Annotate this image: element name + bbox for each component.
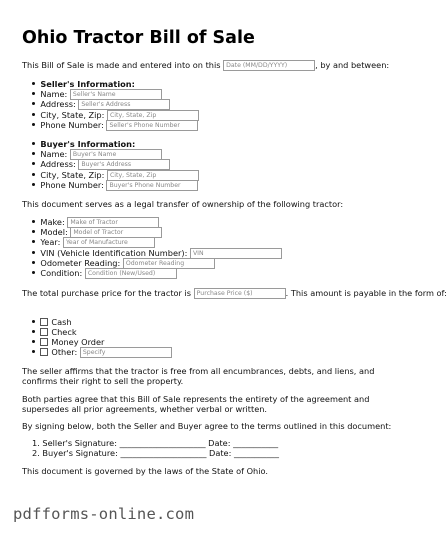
- bullet-icon: [32, 152, 35, 155]
- condition-field[interactable]: Condition (New/Used): [85, 268, 177, 279]
- bullet-icon: [32, 320, 35, 323]
- year-label: Year:: [40, 237, 61, 247]
- site-watermark: pdfforms-online.com: [13, 505, 195, 523]
- seller-phone-field[interactable]: Seller's Phone Number: [106, 120, 198, 131]
- odometer-label: Odometer Reading:: [40, 258, 121, 268]
- bullet-icon: [32, 240, 35, 243]
- bullet-icon: [32, 142, 35, 145]
- bullet-icon: [32, 162, 35, 165]
- bullet-icon: [32, 183, 35, 186]
- intro-line: [22, 60, 389, 71]
- seller-phone-item: [32, 120, 198, 131]
- bullet-icon: [32, 102, 35, 105]
- bullet-icon: [32, 330, 35, 333]
- bullet-icon: [32, 92, 35, 95]
- odometer-field[interactable]: Odometer Reading: [123, 258, 215, 269]
- bullet-icon: [32, 220, 35, 223]
- date-field[interactable]: Date (MM/DD/YYYY): [223, 60, 315, 71]
- seller-city-field[interactable]: City, State, Zip: [107, 110, 199, 121]
- seller-phone-label: Phone Number:: [40, 120, 104, 130]
- buyer-phone-label: Phone Number:: [40, 180, 104, 190]
- buyer-city-field[interactable]: City, State, Zip: [107, 170, 199, 181]
- buyer-phone-field[interactable]: Buyer's Phone Number: [106, 180, 198, 191]
- bullet-icon: [32, 230, 35, 233]
- check-checkbox[interactable]: [40, 328, 48, 336]
- seller-name-label: Name:: [40, 89, 68, 99]
- vin-label: VIN (Vehicle Identification Number):: [40, 248, 188, 258]
- money-order-label: Money Order: [51, 337, 105, 347]
- intro-text: This Bill of Sale is made and entered into on this: [22, 60, 221, 70]
- payment-option-money-order: [32, 337, 104, 347]
- other-label: Other:: [51, 347, 78, 357]
- buyer-address-label: Address:: [40, 159, 76, 169]
- buyer-heading: Buyer's Information:: [40, 139, 136, 149]
- tractor-year-item: [32, 237, 155, 248]
- cash-checkbox[interactable]: [40, 318, 48, 326]
- encumbrance-paragraph: The seller affirms that the tractor is free from all encumbrances, debts, and liens, and confirms their right to sell the property.: [22, 366, 375, 386]
- price-text: The total purchase price for the tractor is: [22, 288, 192, 298]
- year-field[interactable]: Year of Manufacture: [63, 237, 155, 248]
- bullet-icon: [32, 261, 35, 264]
- payment-option-other: [32, 347, 172, 358]
- buyer-name-label: Name:: [40, 149, 68, 159]
- buyer-heading-item: [32, 139, 135, 149]
- buyer-city-label: City, State, Zip:: [40, 170, 105, 180]
- price-field[interactable]: Purchase Price ($): [194, 288, 286, 299]
- seller-address-field[interactable]: Seller's Address: [78, 99, 170, 110]
- agreement-paragraph: Both parties agree that this Bill of Sale represents the entirety of the agreement and supersedes all prior agreements, whether verbal or written.: [22, 394, 370, 414]
- buyer-address-item: [32, 159, 170, 170]
- document-title: Ohio Tractor Bill of Sale: [22, 28, 255, 48]
- model-label: Model:: [40, 227, 68, 237]
- check-label: Check: [51, 327, 77, 337]
- cash-label: Cash: [51, 317, 72, 327]
- seller-signature-line: 1. Seller's Signature: _____________________ Date: ___________: [32, 438, 279, 448]
- price-text-end: . This amount is payable in the form of:: [285, 288, 447, 298]
- tractor-condition-item: [32, 268, 177, 279]
- buyer-signature-line: 2. Buyer's Signature: _____________________ Date: ___________: [32, 448, 279, 458]
- make-field[interactable]: Make of Tractor: [67, 217, 159, 228]
- bullet-icon: [32, 113, 35, 116]
- condition-label: Condition:: [40, 268, 83, 278]
- vin-field[interactable]: VIN: [190, 248, 282, 259]
- governing-law-text: This document is governed by the laws of the State of Ohio.: [22, 466, 268, 476]
- bullet-icon: [32, 123, 35, 126]
- bullet-icon: [32, 82, 35, 85]
- buyer-phone-item: [32, 180, 198, 191]
- buyer-address-field[interactable]: Buyer's Address: [78, 159, 170, 170]
- price-line: [22, 288, 447, 299]
- bullet-icon: [32, 350, 35, 353]
- signing-paragraph: By signing below, both the Seller and Buyer agree to the terms outlined in this document:: [22, 421, 392, 431]
- bullet-icon: [32, 251, 35, 254]
- transfer-text: This document serves as a legal transfer of ownership of the following tractor:: [22, 199, 344, 209]
- intro-text-end: , by and between:: [315, 60, 390, 70]
- seller-heading-item: [32, 79, 135, 89]
- model-field[interactable]: Model of Tractor: [70, 227, 162, 238]
- seller-heading: Seller's Information:: [40, 79, 135, 89]
- payment-option-check: [32, 327, 77, 337]
- bullet-icon: [32, 271, 35, 274]
- money-order-checkbox[interactable]: [40, 338, 48, 346]
- seller-name-field[interactable]: Seller's Name: [70, 89, 162, 100]
- other-checkbox[interactable]: [40, 348, 48, 356]
- other-specify-field[interactable]: Specify: [80, 347, 172, 358]
- seller-city-label: City, State, Zip:: [40, 110, 105, 120]
- payment-option-cash: [32, 317, 72, 327]
- seller-address-item: [32, 99, 170, 110]
- bullet-icon: [32, 173, 35, 176]
- make-label: Make:: [40, 217, 65, 227]
- bullet-icon: [32, 340, 35, 343]
- buyer-name-field[interactable]: Buyer's Name: [70, 149, 162, 160]
- seller-address-label: Address:: [40, 99, 76, 109]
